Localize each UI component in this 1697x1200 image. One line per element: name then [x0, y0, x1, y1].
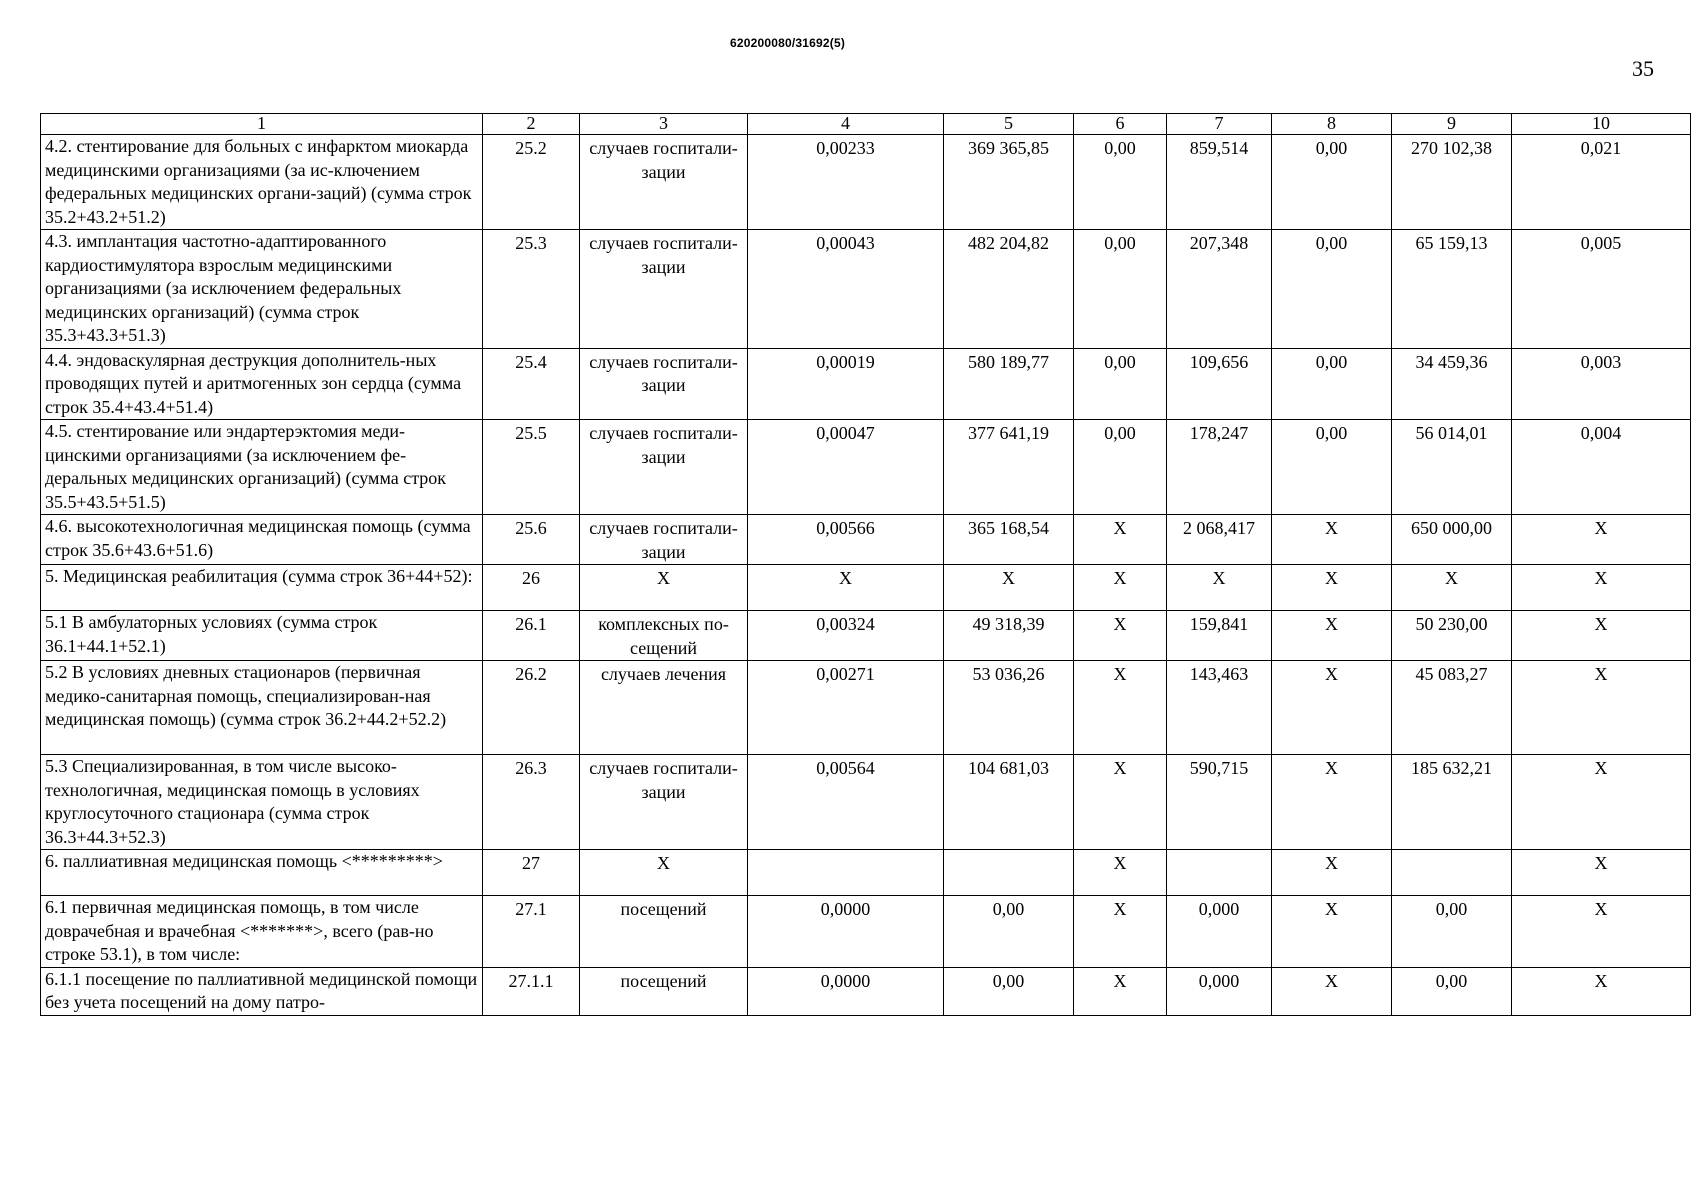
description-cell: 6.1 первичная медицинская помощь, в том числе доврачебная и врачебная <*******>, всего (рав-но строке 53.1), в том числе: [41, 896, 483, 968]
table-row [41, 850, 1691, 896]
column-header: 10 [1512, 114, 1691, 135]
col6-cell: X [1074, 661, 1167, 755]
col7-cell: 178,247 [1167, 420, 1272, 515]
col6-cell: X [1074, 850, 1167, 896]
col5-cell: 365 168,54 [944, 515, 1074, 565]
col6-cell: X [1074, 896, 1167, 968]
data-table [40, 113, 1691, 1016]
col5-cell: X [944, 565, 1074, 611]
unit-cell: случаев госпитали-зации [580, 420, 748, 515]
col10-cell: X [1512, 755, 1691, 850]
table-row [41, 611, 1691, 661]
description-cell: 4.5. стентирование или эндартерэктомия меди-цинскими организациями (за исключением фе-деральных медицинских организаций) (сумма строк 35.5+43.5+51.5) [41, 420, 483, 515]
unit-cell: случаев госпитали-зации [580, 755, 748, 850]
col4-cell: 0,00019 [748, 348, 944, 420]
col7-cell: 143,463 [1167, 661, 1272, 755]
col10-cell: 0,005 [1512, 230, 1691, 349]
col7-cell: 159,841 [1167, 611, 1272, 661]
row-number-cell: 27.1.1 [483, 967, 580, 1015]
column-header: 8 [1272, 114, 1392, 135]
col4-cell: 0,0000 [748, 967, 944, 1015]
table-row [41, 755, 1691, 850]
table-row [41, 661, 1691, 755]
header-row [41, 114, 1691, 135]
col6-cell: X [1074, 755, 1167, 850]
col4-cell: 0,00271 [748, 661, 944, 755]
col9-cell: 270 102,38 [1392, 135, 1512, 230]
table-row [41, 967, 1691, 1015]
col4-cell: 0,00233 [748, 135, 944, 230]
col5-cell: 53 036,26 [944, 661, 1074, 755]
col8-cell: X [1272, 611, 1392, 661]
unit-cell: случаев госпитали-зации [580, 135, 748, 230]
unit-cell: случаев лечения [580, 661, 748, 755]
row-number-cell: 25.2 [483, 135, 580, 230]
col5-cell [944, 850, 1074, 896]
col8-cell: 0,00 [1272, 230, 1392, 349]
col9-cell: 50 230,00 [1392, 611, 1512, 661]
col9-cell [1392, 850, 1512, 896]
description-cell: 4.3. имплантация частотно-адаптированного кардиостимулятора взрослым медицинскими организациями (за исключением федеральных медицинских организаций) (сумма строк 35.3+43.3+51.3) [41, 230, 483, 349]
col7-cell: 109,656 [1167, 348, 1272, 420]
col10-cell: 0,004 [1512, 420, 1691, 515]
row-number-cell: 27 [483, 850, 580, 896]
col5-cell: 104 681,03 [944, 755, 1074, 850]
col10-cell: X [1512, 661, 1691, 755]
description-cell: 6.1.1 посещение по паллиативной медицинской помощи без учета посещений на дому патро- [41, 967, 483, 1015]
col6-cell: X [1074, 967, 1167, 1015]
col4-cell: X [748, 565, 944, 611]
page-number: 35 [1632, 56, 1654, 81]
row-number-cell: 26 [483, 565, 580, 611]
col10-cell: X [1512, 611, 1691, 661]
col9-cell: 185 632,21 [1392, 755, 1512, 850]
col8-cell: 0,00 [1272, 348, 1392, 420]
col10-cell: X [1512, 850, 1691, 896]
col7-cell: 859,514 [1167, 135, 1272, 230]
col6-cell: X [1074, 611, 1167, 661]
col7-cell: X [1167, 565, 1272, 611]
column-header: 7 [1167, 114, 1272, 135]
unit-cell: случаев госпитали-зации [580, 348, 748, 420]
col5-cell: 0,00 [944, 967, 1074, 1015]
column-header: 6 [1074, 114, 1167, 135]
unit-cell: посещений [580, 896, 748, 968]
col5-cell: 377 641,19 [944, 420, 1074, 515]
col5-cell: 49 318,39 [944, 611, 1074, 661]
row-number-cell: 25.3 [483, 230, 580, 349]
col9-cell: 56 014,01 [1392, 420, 1512, 515]
description-cell: 4.6. высокотехнологичная медицинская помощь (сумма строк 35.6+43.6+51.6) [41, 515, 483, 565]
col4-cell: 0,00043 [748, 230, 944, 349]
col5-cell: 369 365,85 [944, 135, 1074, 230]
column-header: 9 [1392, 114, 1512, 135]
col8-cell: X [1272, 967, 1392, 1015]
column-header: 4 [748, 114, 944, 135]
col9-cell: X [1392, 565, 1512, 611]
col7-cell [1167, 850, 1272, 896]
col9-cell: 45 083,27 [1392, 661, 1512, 755]
col10-cell: 0,003 [1512, 348, 1691, 420]
col4-cell: 0,00047 [748, 420, 944, 515]
col7-cell: 2 068,417 [1167, 515, 1272, 565]
row-number-cell: 26.2 [483, 661, 580, 755]
table-row [41, 135, 1691, 230]
col8-cell: X [1272, 755, 1392, 850]
column-header: 2 [483, 114, 580, 135]
unit-cell: случаев госпитали-зации [580, 230, 748, 349]
col6-cell: 0,00 [1074, 135, 1167, 230]
col5-cell: 580 189,77 [944, 348, 1074, 420]
col8-cell: X [1272, 896, 1392, 968]
description-cell: 6. паллиативная медицинская помощь <*********> [41, 850, 483, 896]
description-cell: 5.1 В амбулаторных условиях (сумма строк 36.1+44.1+52.1) [41, 611, 483, 661]
col9-cell: 34 459,36 [1392, 348, 1512, 420]
col6-cell: 0,00 [1074, 230, 1167, 349]
unit-cell: посещений [580, 967, 748, 1015]
description-cell: 5.3 Специализированная, в том числе высоко-технологичная, медицинская помощь в условиях круглосуточного стационара (сумма строк 36.3+44.3+52.3) [41, 755, 483, 850]
row-number-cell: 25.4 [483, 348, 580, 420]
unit-cell: случаев госпитали-зации [580, 515, 748, 565]
col6-cell: 0,00 [1074, 420, 1167, 515]
row-number-cell: 26.1 [483, 611, 580, 661]
col9-cell: 0,00 [1392, 967, 1512, 1015]
col10-cell: X [1512, 565, 1691, 611]
col8-cell: 0,00 [1272, 420, 1392, 515]
col4-cell: 0,00564 [748, 755, 944, 850]
col9-cell: 0,00 [1392, 896, 1512, 968]
table-row [41, 348, 1691, 420]
col8-cell: X [1272, 850, 1392, 896]
table-row [41, 896, 1691, 968]
col5-cell: 482 204,82 [944, 230, 1074, 349]
col6-cell: 0,00 [1074, 348, 1167, 420]
table-row [41, 565, 1691, 611]
col9-cell: 650 000,00 [1392, 515, 1512, 565]
col10-cell: X [1512, 515, 1691, 565]
description-cell: 4.4. эндоваскулярная деструкция дополнитель-ных проводящих путей и аритмогенных зон сердца (сумма строк 35.4+43.4+51.4) [41, 348, 483, 420]
table-row [41, 515, 1691, 565]
column-header: 5 [944, 114, 1074, 135]
col10-cell: X [1512, 967, 1691, 1015]
col8-cell: 0,00 [1272, 135, 1392, 230]
col4-cell [748, 850, 944, 896]
row-number-cell: 26.3 [483, 755, 580, 850]
col10-cell: 0,021 [1512, 135, 1691, 230]
description-cell: 5.2 В условиях дневных стационаров (первичная медико-санитарная помощь, специализирован-ная медицинская помощь) (сумма строк 36.2+44.2+52.2) [41, 661, 483, 755]
unit-cell: комплексных по-сещений [580, 611, 748, 661]
column-header: 3 [580, 114, 748, 135]
col8-cell: X [1272, 661, 1392, 755]
col8-cell: X [1272, 515, 1392, 565]
col7-cell: 0,000 [1167, 967, 1272, 1015]
col6-cell: X [1074, 515, 1167, 565]
table-row [41, 420, 1691, 515]
col10-cell: X [1512, 896, 1691, 968]
col5-cell: 0,00 [944, 896, 1074, 968]
col7-cell: 207,348 [1167, 230, 1272, 349]
col8-cell: X [1272, 565, 1392, 611]
col6-cell: X [1074, 565, 1167, 611]
unit-cell: X [580, 565, 748, 611]
col9-cell: 65 159,13 [1392, 230, 1512, 349]
col4-cell: 0,00566 [748, 515, 944, 565]
document-number: 620200080/31692(5) [730, 36, 846, 50]
row-number-cell: 25.5 [483, 420, 580, 515]
col7-cell: 0,000 [1167, 896, 1272, 968]
description-cell: 5. Медицинская реабилитация (сумма строк 36+44+52): [41, 565, 483, 611]
col7-cell: 590,715 [1167, 755, 1272, 850]
column-header: 1 [41, 114, 483, 135]
unit-cell: X [580, 850, 748, 896]
col4-cell: 0,00324 [748, 611, 944, 661]
col4-cell: 0,0000 [748, 896, 944, 968]
row-number-cell: 25.6 [483, 515, 580, 565]
table-row [41, 230, 1691, 349]
description-cell: 4.2. стентирование для больных с инфарктом миокарда медицинскими организациями (за ис-ключением федеральных медицинских органи-заций) (сумма строк 35.2+43.2+51.2) [41, 135, 483, 230]
row-number-cell: 27.1 [483, 896, 580, 968]
